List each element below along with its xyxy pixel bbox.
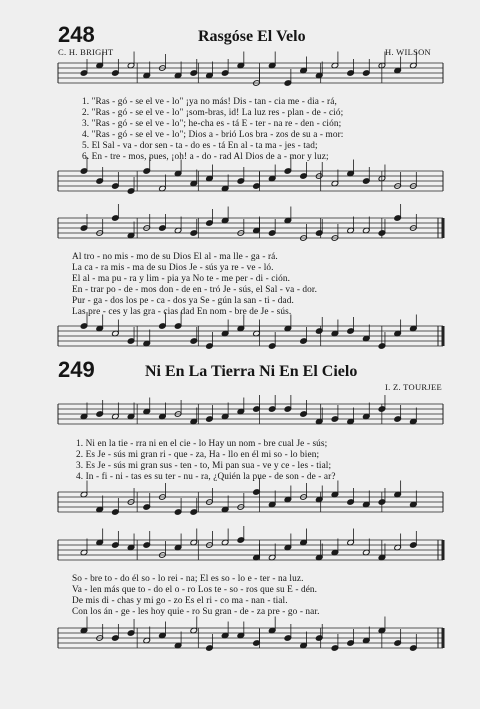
verse-line: 5. El Sal - va - dor sen - ta - do es - tá En al - ta ma - jes - tad;: [82, 141, 318, 151]
verse-line: Al tro - no mis - mo de su Dios El al - ma lle - ga - rá.: [72, 252, 278, 262]
music-system: [0, 532, 480, 572]
verse-line: 4. "Ras - gó - se el ve - lo"; Dios a - brió Los bra - zos de su a - mor:: [82, 130, 344, 140]
verse-line: De mis di - chas y mi go - zo Es el ri - co ma - nan - tial.: [72, 596, 288, 606]
verse-line: En - trar po - de - mos don - de en - tró Je - sús, el Sal - va - dor.: [72, 285, 318, 295]
verse-line: Con los án - ge - les hoy quie - ro Su gran - de - za pre - go - nar.: [72, 607, 320, 617]
hymn-title: Rasgóse El Velo: [198, 28, 306, 45]
hymn-number: 248: [58, 22, 95, 47]
verse-line: Las pre - ces y las gra - cias dad En nom - bre de Je - sús.: [72, 307, 292, 317]
verse-line: La ca - ra mis - ma de su Dios Je - sús ya re - ve - ló.: [72, 263, 274, 273]
verse-line: El al - ma pu - ra y lim - pia ya No te - me per - di - ción.: [72, 274, 291, 284]
verse-line: 3. Es Je - sús mi gran sus - ten - to, Mi pan sua - ve y ce - les - tial;: [76, 461, 332, 471]
composer-right: I. Z. TOURJEE: [385, 382, 442, 392]
music-system: [0, 163, 480, 203]
verse-line: Va - len más que to - do el o - ro Los te - so - ros que su E - dén.: [72, 585, 318, 595]
music-system: [0, 620, 480, 660]
verse-line: 3. "Ras - gó - se el ve - lo"; he-cha es - tá E - ter - na re - den - ción;: [82, 119, 342, 129]
composer-left: C. H. BRIGHT: [58, 47, 114, 57]
verse-line: 6. En - tre - mos, pues, ¡oh! a - do - rad Al Dios de a - mor y luz;: [82, 152, 329, 162]
hymn-title: Ni En La Tierra Ni En El Cielo: [145, 363, 358, 380]
composer-right: H. WILSON: [385, 47, 431, 57]
hymn-number: 249: [58, 357, 95, 382]
verse-line: So - bre to - do él so - lo rei - na; El es so - lo e - ter - na luz.: [72, 574, 304, 584]
verse-line: 1. Ni en la tie - rra ni en el cie - lo Hay un nom - bre cual Je - sús;: [76, 439, 328, 449]
verse-line: 2. Es Je - sús mi gran ri - que - za, Ha - llo en él mi so - lo bien;: [76, 450, 320, 460]
music-system: [0, 55, 480, 95]
music-system: [0, 210, 480, 250]
music-system: [0, 318, 480, 358]
music-system: [0, 396, 480, 436]
verse-line: Pur - ga - dos los pe - ca - dos ya Se - gún la san - ti - dad.: [72, 296, 294, 306]
verse-line: 2. "Ras - gó - se el ve - lo" ¡som-bras, id! La luz res - plan - de - ció;: [82, 108, 344, 118]
verse-line: 1. "Ras - gó - se el ve - lo" ¡ya no más! Dis - tan - cia me - dia - rá,: [82, 97, 337, 107]
music-system: [0, 484, 480, 524]
verse-line: 4. In - fi - ni - tas es su ter - nu - ra, ¿Quién la pue - de son - de - ar?: [76, 472, 336, 482]
